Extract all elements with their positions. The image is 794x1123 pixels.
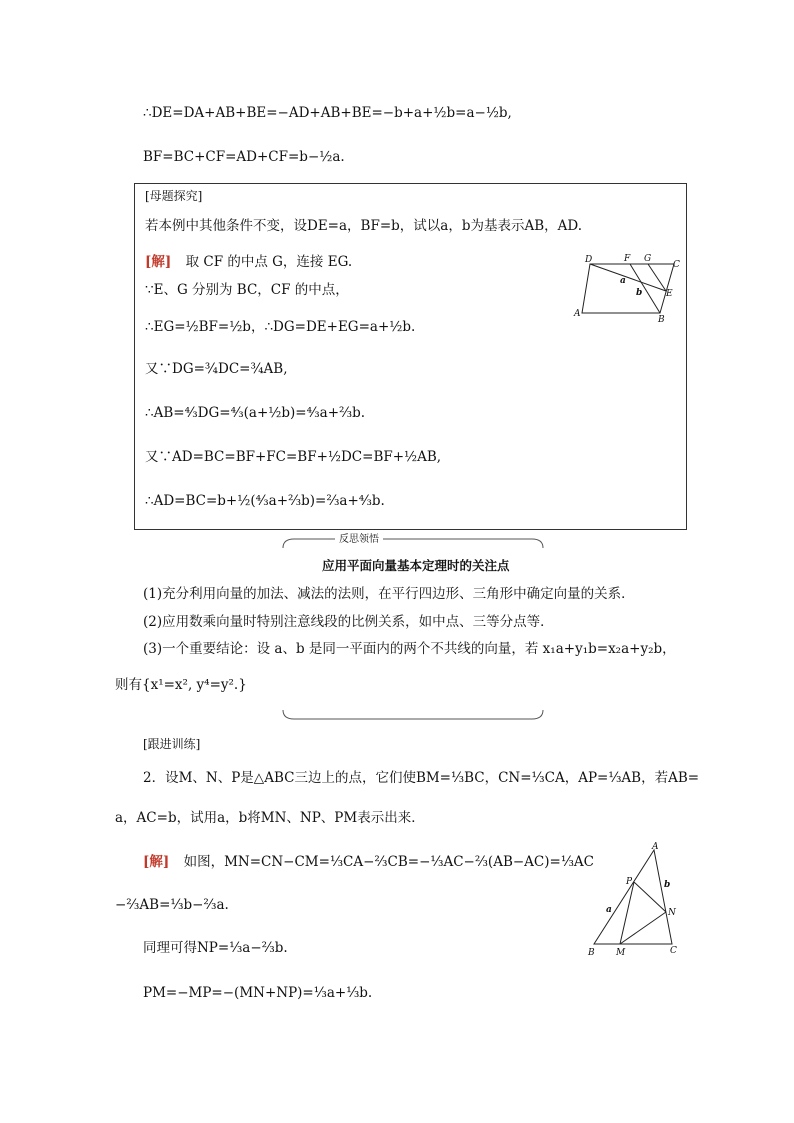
line-fb [630, 264, 660, 313]
top-line-1: ∴DE=DA+AB+BE=−AD+AB+BE=−b+a+½b=a−½b, [143, 105, 512, 121]
box-question: 若本例中其他条件不变，设DE=a，BF=b，试以a，b为基表示AB，AD. [145, 218, 583, 234]
practice-solution-line-3: 同理可得NP=⅓a−⅔b. [143, 940, 288, 956]
practice-tag: [跟进训练] [143, 737, 201, 751]
line-de [590, 264, 666, 291]
box-line-2: ∵E、G 分别为 BC，CF 的中点， [145, 282, 349, 298]
box-line-5: ∴AB=⁴⁄₃DG=⁴⁄₃(a+½b)=⁴⁄₃a+⅔b. [145, 405, 366, 421]
box-line-6: 又∵AD=BC=BF+FC=BF+½DC=BF+½AB, [145, 449, 442, 465]
solution-tag: [解] [145, 254, 172, 270]
box-line-3: ∴EG=½BF=½b，∴DG=DE+EG=a+½b. [145, 319, 416, 335]
box-line-4: 又∵DG=¾DC=¾AB, [145, 361, 288, 377]
label-D: D [585, 255, 593, 265]
tri-label-b: b [664, 880, 671, 890]
reflection-item-3: (3)一个重要结论：设 a、b 是同一平面内的两个不共线的向量，若 x₁a+y₁b=x₂a+y₂b， [143, 641, 676, 657]
reflection-item-4: 则有{x¹=x², y⁴=y².} [115, 677, 247, 693]
label-B: B [658, 315, 665, 325]
tri-label-M: M [616, 948, 626, 958]
reflection-header: 反思领悟 [335, 533, 383, 547]
line-pm [620, 882, 634, 944]
tri-label-C: C [670, 946, 677, 956]
practice-problem-line-1: 2．设M、N、P是△ABC三边上的点，它们使BM=⅓BC，CN=⅓CA，AP=⅓AB，若AB= [143, 770, 700, 786]
line-ge [648, 264, 666, 291]
line-mn [620, 912, 666, 944]
reflection-item-1: (1)充分利用向量的加法、减法的法则，在平行四边形、三角形中确定向量的关系． [143, 586, 635, 602]
solution-text: 取 CF 的中点 G，连接 EG. [185, 254, 353, 270]
reflection-item-2: (2)应用数乘向量时特别注意线段的比例关系，如中点、三等分点等． [143, 614, 554, 630]
tri-label-N: N [668, 908, 676, 918]
label-E: E [666, 289, 673, 299]
label-A: A [574, 309, 581, 319]
tri-label-B: B [588, 948, 595, 958]
top-line-2: BF=BC+CF=AD+CF=b−½a. [143, 149, 345, 165]
tri-label-A: A [652, 842, 659, 852]
practice-solution-text: 如图，MN=CN−CM=⅓CA−⅔CB=−⅓AC−⅔(AB−AC)=⅓AC [183, 854, 595, 870]
parallelogram-figure [570, 250, 682, 325]
practice-solution-line-4: PM=−MP=−(MN+NP)=⅓a+⅓b. [143, 985, 373, 1001]
label-C: C [673, 260, 680, 270]
box-tag: [母题探究] [145, 189, 203, 203]
practice-solution-line-1 [143, 852, 594, 872]
practice-solution-tag: [解] [143, 854, 170, 870]
label-a: a [620, 276, 626, 286]
label-F: F [624, 254, 631, 264]
label-G: G [644, 254, 652, 264]
practice-solution-line-2: −⅔AB=⅓b−⅔a. [115, 897, 229, 913]
reflection-bottom-bracket [280, 708, 546, 724]
label-b: b [636, 288, 643, 298]
box-solution-line-1 [145, 252, 352, 272]
reflection-title: 应用平面向量基本定理时的关注点 [322, 558, 510, 573]
practice-problem-line-2: a，AC=b，试用a，b将MN、NP、PM表示出来． [115, 810, 425, 826]
tri-label-a: a [606, 905, 612, 915]
box-line-7: ∴AD=BC=b+½(⁴⁄₃a+⅔b)=⅔a+⁴⁄₃b. [145, 493, 385, 509]
reflection-top-bracket [280, 534, 546, 550]
triangle-abc [594, 850, 672, 944]
triangle-figure [580, 840, 685, 960]
tri-label-P: P [626, 877, 633, 887]
